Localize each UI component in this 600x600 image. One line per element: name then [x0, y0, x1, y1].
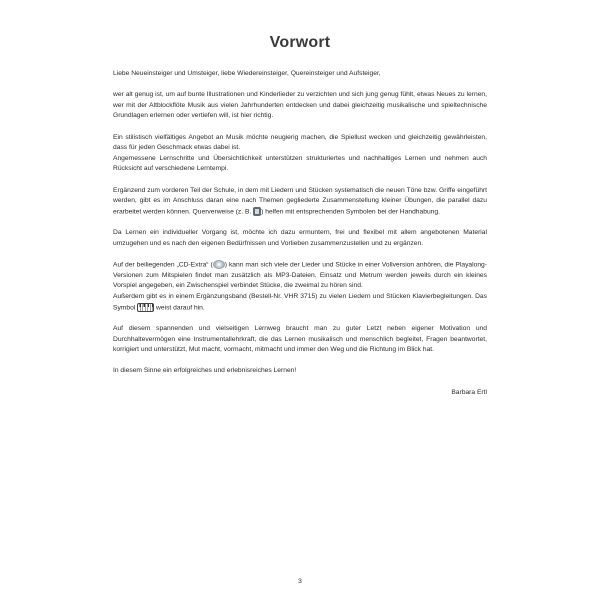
book-icon	[253, 207, 261, 216]
teacher-paragraph: Auf diesem spannenden und vielseitigen Lernweg braucht man zu guter Letzt neben eigener Motivation und Durchhaltevermögen eine Instrumentallehrkraft, die das Lernen musikalisch und menschlich begleitet, Fragen beantwortet, korrigiert und unterstützt, Mut macht, vormacht, mitmacht und immer den Weg und die Richtung im Blick hat.	[113, 325, 487, 354]
cd-text-end: ) kann man sich viele der Lieder und Stücke in einer Vollversion anhören, die Playalong-Versionen zum Mitspielen findet man zusätzlich als MP3-Dateien. Einsatz und Metrum werden jeweils durch ein kleines Vorspiel angegeben, ein Zwischenspiel verbindet Stücke, die zweimal zu hören sind.	[113, 261, 488, 290]
cd-icon	[213, 260, 225, 269]
author-signature: Barbara Ertl	[451, 388, 487, 396]
closing-paragraph: In diesem Sinne ein erfolgreiches und erlebnisreiches Lernen!	[113, 367, 297, 375]
piano-keys-icon	[137, 303, 154, 312]
exercises-paragraph	[113, 186, 487, 218]
piano-paragraph	[113, 292, 487, 313]
exercises-text-end: ) helfen mit entsprechenden Symbolen bei der Handhabung.	[261, 207, 440, 215]
cd-text-start: Auf der beiliegenden „CD-Extra“ (	[113, 261, 213, 269]
exercises-text-start: Ergänzend zum vorderen Teil der Schule, in dem mit Liedern und Stücken systematisch die neuen Töne bzw. Griffe eingeführt werden, gibt es im Anschluss daran eine nach Themen gegliederte Zusammenstellung kleiner Übungen, die parallel dazu erarbeitet werden können. Querverweise (z. B.	[113, 186, 487, 215]
piano-text-end: weist darauf hin.	[156, 303, 205, 311]
variety-paragraph: Ein stilistisch vielfältiges Angebot an Musik möchte neugierig machen, die Spiellust wecken und gleichzeitig gewährleisten, dass für jeden Geschmack etwas dabei ist.	[113, 133, 487, 152]
page-title: Vorwort	[269, 34, 331, 51]
piano-text-start: Außerdem gibt es in einem Ergänzungsband (Bestell-Nr. VHR 3715) zu vielen Liedern und Stücken Klavierbegleitungen. Das Symbol	[113, 293, 487, 311]
greeting-paragraph: Liebe Neueinsteiger und Umsteiger, liebe Wiedereinsteiger, Quereinsteiger und Aufsteiger,	[113, 70, 381, 77]
cd-paragraph	[113, 260, 487, 292]
intro-paragraph: wer alt genug ist, um auf bunte Illustrationen und Kinderlieder zu verzichten und sich jung genug fühlt, etwas Neues zu lernen, wer mit der Altblockflöte Musik aus vielen Jahrhunderten entdecken und dabei gleichzeitig musikalische und spieltechnische Grundlagen erlernen oder vertiefen will, ist hier richtig.	[113, 91, 487, 120]
body-text	[113, 69, 487, 398]
individual-paragraph: Da Lernen ein individueller Vorgang ist, möchte ich dazu ermuntern, frei und flexibel mit allem angebotenen Material umzugehen und es nach den eigenen Bedürfnissen und Vorlieben zusammenzustellen und zu ergänzen.	[113, 229, 487, 247]
learning-steps-paragraph: Angemessene Lernschritte und Übersichtlichkeit unterstützen strukturiertes und nachhaltiges Lernen und nehmen auch Rücksicht auf verschiedene Lerntempi.	[113, 154, 487, 173]
page-number: 3	[298, 578, 302, 585]
